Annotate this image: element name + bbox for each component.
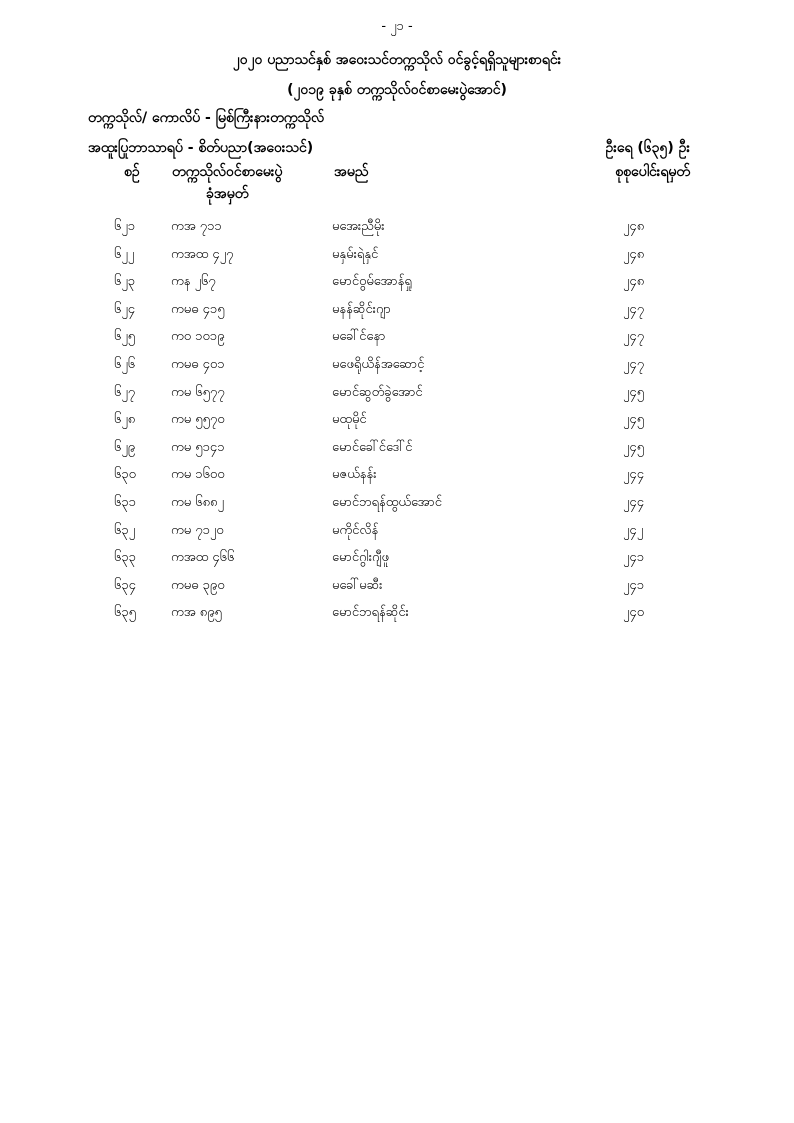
total-score: ၂၄၇ [623, 301, 645, 317]
total-score: ၂၄၄ [623, 494, 645, 510]
row-number: ၆၂၈ [114, 412, 136, 428]
row-number: ၆၂၇ [114, 384, 136, 400]
student-name: မခေါ်င်နော [332, 329, 386, 345]
table-row [0, 490, 794, 518]
roll-number: ကမ ၅၅၇၀ [171, 412, 225, 428]
roll-number: ကမ ၁၆၀၀ [171, 467, 225, 483]
student-name: မကိုင်လိန် [332, 522, 379, 538]
results-table [0, 214, 794, 628]
header-score: စုစုပေါင်းရမှတ် [615, 164, 690, 180]
student-name: မောင်ဝွမ်အောန်ရှု [332, 274, 412, 290]
student-name: မောင်ဘရန်ဆိုင်း [332, 605, 409, 621]
roll-number: ကဝ ၁၀၁၉ [171, 329, 225, 345]
roll-number: ကအ ၈၉၅ [171, 605, 222, 621]
table-row [0, 407, 794, 435]
table-row [0, 573, 794, 601]
roll-number: ကအ ၇၁၁ [171, 219, 222, 234]
table-row [0, 600, 794, 628]
total-score: ၂၄၈ [623, 246, 645, 262]
student-name: မခေါ်မဆီး [332, 577, 383, 593]
roll-number: ကမ ၇၁၂၀ [171, 522, 224, 538]
table-row [0, 269, 794, 297]
page-subtitle: (၂၀၁၉ ခုနှစ် တက္ကသိုလ်ဝင်စာမေးပွဲအောင်) [287, 82, 507, 98]
total-score: ၂၄၈ [623, 274, 645, 290]
roll-number: ကမဓ ၄၀၁ [171, 356, 225, 372]
total-score: ၂၄၁ [623, 577, 645, 593]
row-number: ၆၃၅ [114, 605, 136, 621]
total-score: ၂၄၇ [623, 329, 645, 345]
student-name: မောင်ဘရန်ထွယ်အောင် [332, 494, 442, 510]
student-name: မနန်ဆိုင်းဂျာ [332, 301, 391, 317]
student-name: မနှမ်းရဲနှင် [332, 246, 379, 262]
page-title: ၂၀၂၀ ပညာသင်နှစ် အဝေးသင်တက္ကသိုလ် ဝင်ခွင့်ရရှိသူများစာရင်း [232, 52, 562, 68]
page-number: - ၂၁ - [381, 19, 413, 34]
total-score: ၂၄၇ [623, 356, 645, 372]
table-row [0, 297, 794, 325]
row-number: ၆၂၁ [114, 219, 136, 234]
row-number: ၆၂၂ [114, 246, 135, 262]
total-score: ၂၄၂ [623, 522, 644, 538]
roll-number: ကအထ ၄၂၇ [171, 246, 234, 262]
row-number: ၆၃၂ [114, 522, 136, 538]
row-number: ၆၂၃ [114, 274, 136, 290]
table-row [0, 518, 794, 546]
header-roll: တက္ကသိုလ်ဝင်စာမေးပွဲ [172, 164, 283, 180]
total-count: ဦးရေ (၆၃၅) ဦး [605, 140, 690, 156]
roll-number: ကမ ၅၁၄၁ [171, 439, 225, 455]
student-name: မောင်ခေါ်င်ဒေါ်င် [332, 439, 413, 455]
student-name: မောင်ဂွါးဂျီဖူ [332, 550, 389, 566]
total-score: ၂၄၄ [623, 467, 645, 483]
row-number: ၆၂၄ [114, 301, 136, 317]
student-name: မဇယ်နန်း [332, 467, 377, 483]
table-row [0, 380, 794, 408]
row-number: ၆၃၀ [114, 467, 136, 483]
row-number: ၆၂၅ [114, 329, 136, 345]
total-score: ၂၄၅ [623, 412, 645, 428]
table-row [0, 214, 794, 242]
total-score: ၂၄၁ [623, 550, 645, 566]
table-row [0, 462, 794, 490]
table-row [0, 545, 794, 573]
table-row [0, 352, 794, 380]
header-name: အမည် [334, 164, 369, 180]
university-label: တက္ကသိုလ်/ ကောလိပ် - မြစ်ကြီးနားတက္ကသိုလ် [88, 110, 325, 126]
roll-number: ကမ ၆၈၈၂ [171, 494, 224, 510]
header-roll-line2: ခုံအမှတ် [206, 186, 249, 202]
student-name: မထုမိုင် [332, 412, 367, 428]
table-row [0, 435, 794, 463]
table-row [0, 242, 794, 270]
row-number: ၆၂၆ [114, 356, 136, 372]
total-score: ၂၄၅ [623, 384, 645, 400]
roll-number: ကအထ ၄၆၆ [171, 550, 235, 566]
row-number: ၆၃၁ [114, 494, 136, 510]
row-number: ၆၃၃ [114, 550, 136, 566]
student-name: မောင်ဆွတ်ခွဲအောင် [332, 384, 423, 400]
roll-number: ကမ ၆၅၇၇ [171, 384, 225, 400]
major-label: အထူးပြုဘာသာရပ် - စိတ်ပညာ(အဝေးသင်) [88, 140, 314, 156]
table-row [0, 324, 794, 352]
total-score: ၂၄၀ [623, 605, 645, 621]
roll-number: ကမဓ ၃၉၀ [171, 577, 225, 593]
total-score: ၂၄၈ [623, 219, 645, 234]
student-name: မဖေရိုယိန်အဆောင့် [332, 356, 425, 372]
roll-number: ကမဓ ၄၁၅ [171, 301, 225, 317]
row-number: ၆၃၄ [114, 577, 136, 593]
student-name: မအေးညီမိုး [332, 219, 385, 234]
roll-number: ကန ၂၆၇ [171, 274, 216, 290]
header-no: စဉ် [124, 164, 140, 180]
total-score: ၂၄၅ [623, 439, 645, 455]
row-number: ၆၂၉ [114, 439, 136, 455]
